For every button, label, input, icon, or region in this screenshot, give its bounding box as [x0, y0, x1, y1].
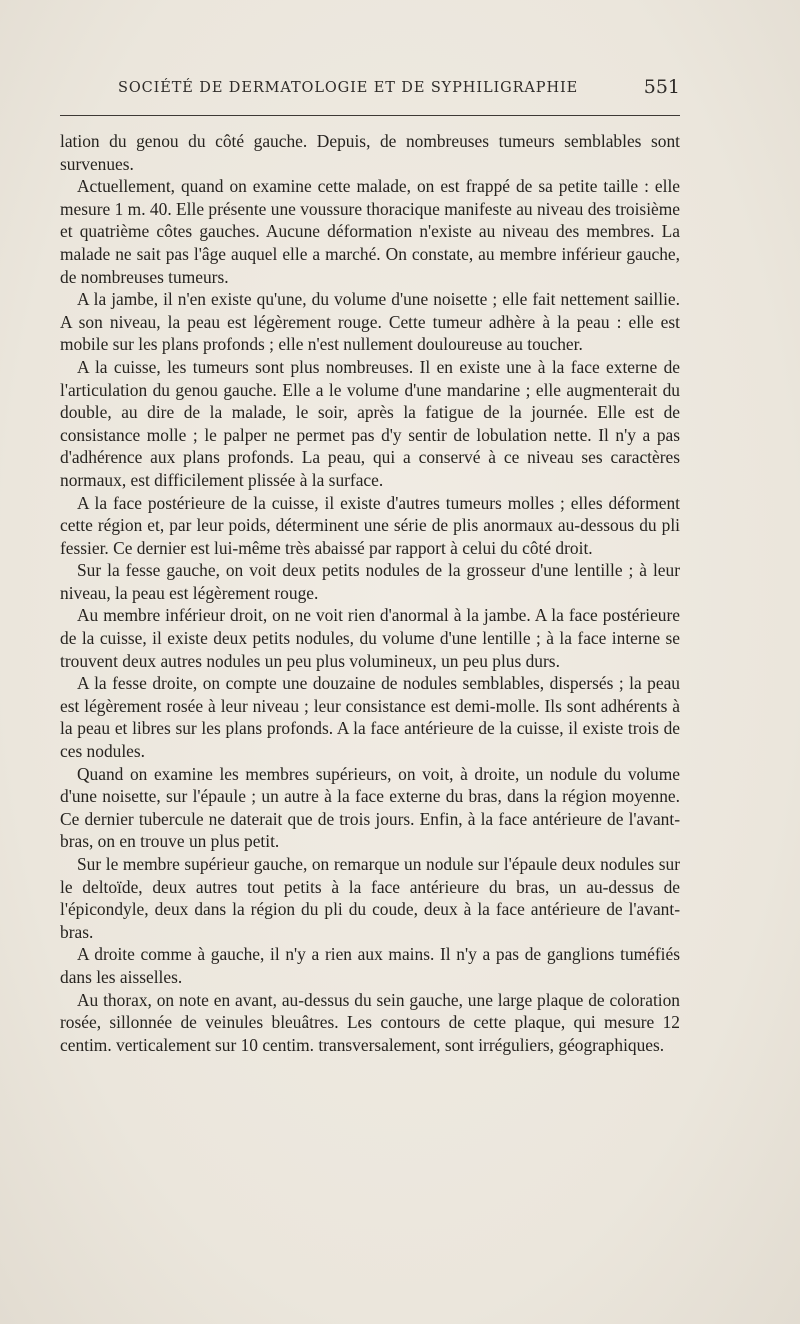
paragraph: Sur le membre supérieur gauche, on remarque un nodule sur l'épaule deux nodules sur le deltoïde, deux autres tout petits à la face antérieure du bras, un au-dessus de l'épicondyle, deux dans la région du pli du coude, deux à la face antérieure de l'avant-bras.	[60, 854, 680, 942]
paragraph: A la fesse droite, on compte une douzaine de nodules semblables, dispersés ; la peau est légèrement rosée à leur niveau ; leur consistance est demi-molle. Ils sont adhérents à la peau et libres sur les plans profonds. A la face antérieure de la cuisse, il existe trois de ces nodules.	[60, 673, 680, 762]
paragraph: A droite comme à gauche, il n'y a rien aux mains. Il n'y a pas de ganglions tuméfiés dans les aisselles.	[60, 944, 680, 987]
page-header	[118, 76, 684, 106]
page-number: 551	[643, 76, 680, 98]
header-rule	[60, 115, 680, 116]
body-text	[60, 130, 680, 1056]
paragraph: A la face postérieure de la cuisse, il existe d'autres tumeurs molles ; elles déforment cette région et, par leur poids, déterminent une série de plis anormaux au-dessous du pli fessier. Ce dernier est lui-même très abaissé par rapport à celui du côté droit.	[60, 492, 680, 558]
paragraph: Au thorax, on note en avant, au-dessus du sein gauche, une large plaque de coloration rosée, sillonnée de veinules bleuâtres. Les contours de cette plaque, qui mesure 12 centim. verticalement sur 10 centim. transversalement, sont irréguliers, géographiques.	[60, 989, 680, 1055]
paragraph: A la jambe, il n'en existe qu'une, du volume d'une noisette ; elle fait nettement saillie. A son niveau, la peau est légèrement rouge. Cette tumeur adhère à la peau : elle est mobile sur les plans profonds ; elle n'est nullement douloureuse au toucher.	[60, 289, 680, 355]
paragraph: A la cuisse, les tumeurs sont plus nombreuses. Il en existe une à la face externe de l'articulation du genou gauche. Elle a le volume d'une mandarine ; elle augmenterait du double, au dire de la malade, le soir, après la fatigue de la journée. Elle est de consistance molle ; le palper ne permet pas d'y sentir de lobulation nette. Il n'y a pas d'adhérence aux plans profonds. La peau, qui a conservé à ce niveau ses caractères normaux, est difficilement plissée à la surface.	[60, 356, 680, 490]
paragraph: lation du genou du côté gauche. Depuis, de nombreuses tumeurs semblables sont survenues.	[60, 131, 680, 174]
paragraph: Actuellement, quand on examine cette malade, on est frappé de sa petite taille : elle mesure 1 m. 40. Elle présente une voussure thoracique manifeste au niveau des troisième et quatrième côtes gauches. Aucune déformation n'existe au niveau des membres. La malade ne sait pas l'âge auquel elle a marché. On constate, au membre inférieur gauche, de nombreuses tumeurs.	[60, 176, 680, 287]
paragraph: Quand on examine les membres supérieurs, on voit, à droite, un nodule du volume d'une noisette, sur l'épaule ; un autre à la face externe du bras, dans la région moyenne. Ce dernier tubercule ne daterait que de trois jours. Enfin, à la face antérieure de l'avant-bras, on en trouve un plus petit.	[60, 763, 680, 852]
paragraph: Au membre inférieur droit, on ne voit rien d'anormal à la jambe. A la face postérieure de la cuisse, il existe deux petits nodules, du volume d'une lentille ; à la face interne se trouvent deux autres nodules un peu plus volumineux, un peu plus durs.	[60, 605, 680, 671]
running-title: SOCIÉTÉ DE DERMATOLOGIE ET DE SYPHILIGRAPHIE	[118, 80, 579, 96]
paragraph: Sur la fesse gauche, on voit deux petits nodules de la grosseur d'une lentille ; à leur niveau, la peau est légèrement rouge.	[60, 560, 680, 603]
